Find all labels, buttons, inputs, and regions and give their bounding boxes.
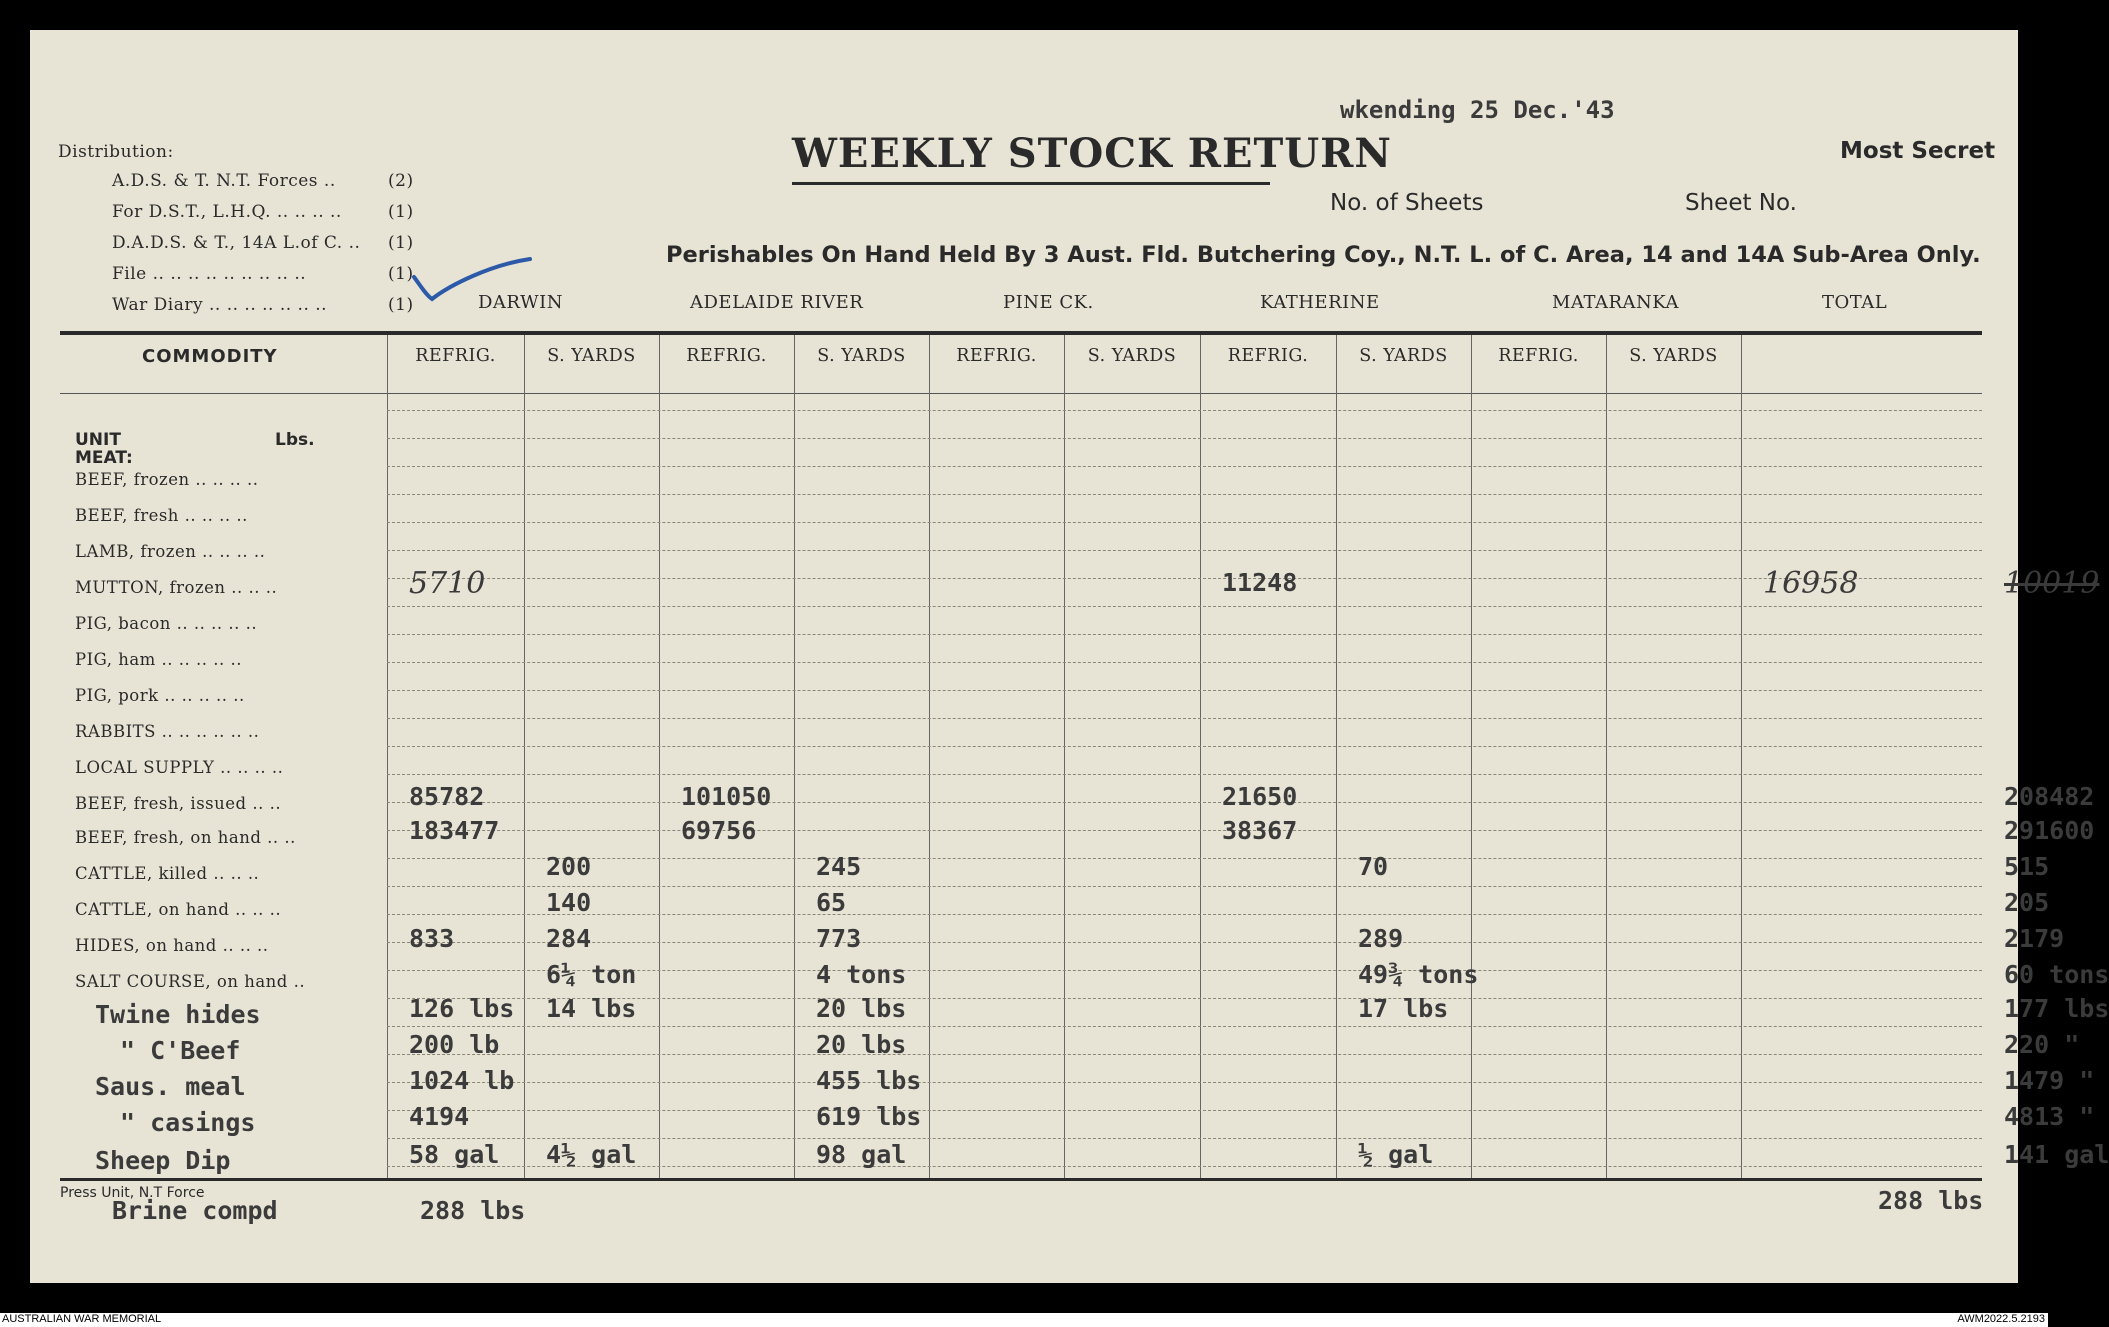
- table-cell: 200 lb: [409, 1030, 500, 1059]
- row-label: Saus. meal: [95, 1072, 246, 1101]
- subtitle: Perishables On Hand Held By 3 Aust. Fld. Butchering Coy., N.T. L. of C. Area, 14 and 14A Sub-Area Only.: [666, 242, 1981, 268]
- column-header: REFRIG.: [686, 346, 767, 366]
- table-cell: 141 gal: [2004, 1140, 2109, 1169]
- table-cell: 20 lbs: [816, 994, 907, 1023]
- table-cell: 289: [1358, 924, 1404, 953]
- table-cell: 65: [816, 888, 847, 917]
- table-cell: 773: [816, 924, 862, 953]
- distribution-item-count: (2): [388, 171, 414, 191]
- sheet-no-label: Sheet No.: [1685, 190, 1797, 216]
- table-cell: 220 ": [2004, 1030, 2080, 1059]
- unit-label: UNIT: [75, 430, 121, 450]
- row-label: MUTTON, frozen .. .. ..: [75, 578, 278, 597]
- archive-credit: AUSTRALIAN WAR MEMORIAL: [2, 1313, 162, 1325]
- table-cell: 14 lbs: [546, 994, 637, 1023]
- table-cell: 60 tons: [2004, 960, 2109, 989]
- table-cell: 101050: [681, 782, 772, 811]
- ruled-line: [387, 494, 1982, 496]
- location-name: DARWIN: [478, 292, 563, 313]
- column-divider: [1336, 335, 1337, 1178]
- table-bottom-rule: [60, 1178, 1982, 1181]
- ruled-line: [387, 606, 1982, 608]
- table-cell: 20 lbs: [816, 1030, 907, 1059]
- ruled-line: [387, 1054, 1982, 1056]
- row-label: CATTLE, killed .. .. ..: [75, 864, 260, 883]
- ruled-line: [387, 802, 1982, 804]
- distribution-label: Distribution:: [58, 142, 174, 162]
- table-top-rule: [60, 331, 1982, 335]
- column-divider: [1741, 335, 1742, 1178]
- ruled-line: [387, 466, 1982, 468]
- table-cell: 200: [546, 852, 592, 881]
- footer-note: Press Unit, N.T Force: [60, 1185, 205, 1201]
- ruled-line: [387, 634, 1982, 636]
- row-label: PIG, ham .. .. .. .. ..: [75, 650, 242, 669]
- row-label: Sheep Dip: [95, 1146, 231, 1175]
- ruled-line: [387, 718, 1982, 720]
- table-cell: 2179: [2004, 924, 2065, 953]
- table-cell: 208482: [2004, 782, 2095, 811]
- ruled-line: [387, 858, 1982, 860]
- distribution-item-name: War Diary .. .. .. .. .. .. ..: [112, 295, 328, 315]
- column-header: REFRIG.: [1227, 346, 1309, 366]
- table-cell: 126 lbs: [409, 994, 515, 1023]
- location-name: TOTAL: [1822, 292, 1888, 313]
- column-divider: [524, 335, 525, 1178]
- table-cell: 11248: [1222, 568, 1298, 597]
- commodity-header: COMMODITY: [142, 346, 278, 367]
- table-cell: 4194: [409, 1102, 470, 1131]
- ruled-line: [387, 1026, 1982, 1028]
- table-cell: ½ gal: [1358, 1140, 1434, 1169]
- table-cell: 140: [546, 888, 592, 917]
- distribution-item-count: (1): [388, 233, 414, 253]
- column-divider: [659, 335, 660, 1178]
- table-cell: 70: [1358, 852, 1389, 881]
- table-cell: 98 gal: [816, 1140, 907, 1169]
- ruled-line: [387, 914, 1982, 916]
- ruled-line: [387, 886, 1982, 888]
- ruled-line: [387, 746, 1982, 748]
- distribution-item-name: File .. .. .. .. .. .. .. .. ..: [112, 264, 307, 284]
- footer-row-label: Brine compd: [112, 1196, 278, 1225]
- column-divider: [794, 335, 795, 1178]
- table-cell: 177 lbs: [2004, 994, 2109, 1023]
- distribution-item-count: (1): [388, 202, 414, 222]
- archive-id: AWM2022.5.2193: [1957, 1313, 2045, 1325]
- row-label: BEEF, fresh .. .. .. ..: [75, 506, 248, 525]
- no-of-sheets-label: No. of Sheets: [1330, 190, 1484, 216]
- row-label: HIDES, on hand .. .. ..: [75, 936, 269, 955]
- distribution-item-name: For D.S.T., L.H.Q. .. .. .. ..: [112, 202, 342, 222]
- row-label: PIG, bacon .. .. .. .. ..: [75, 614, 258, 633]
- ruled-line: [387, 578, 1982, 580]
- table-cell: 4½ gal: [546, 1140, 637, 1169]
- column-header: S. YARDS: [817, 346, 906, 366]
- table-cell: 21650: [1222, 782, 1298, 811]
- ruled-line: [387, 410, 1982, 412]
- distribution-item-count: (1): [388, 264, 414, 284]
- table-cell: 4 tons: [816, 960, 907, 989]
- row-label: RABBITS .. .. .. .. .. ..: [75, 722, 260, 741]
- table-cell: 291600: [2004, 816, 2095, 845]
- column-header: REFRIG.: [1498, 346, 1579, 366]
- table-cell: 619 lbs: [816, 1102, 922, 1131]
- table-cell: 205: [2004, 888, 2050, 917]
- ruled-line: [387, 690, 1982, 692]
- distribution-item-count: (1): [388, 295, 414, 315]
- table-cell: 10019: [2004, 566, 2100, 601]
- week-ending: wkending 25 Dec.'43: [1340, 96, 1615, 124]
- row-label: LAMB, frozen .. .. .. ..: [75, 542, 266, 561]
- table-cell: 69756: [681, 816, 757, 845]
- row-label: LOCAL SUPPLY .. .. .. ..: [75, 758, 284, 777]
- security-marking: Most Secret: [1840, 138, 1996, 164]
- ruled-line: [387, 550, 1982, 552]
- column-header: S. YARDS: [1359, 346, 1448, 366]
- row-label: CATTLE, on hand .. .. ..: [75, 900, 282, 919]
- table-cell: 284: [546, 924, 592, 953]
- table-cell: 515: [2004, 852, 2050, 881]
- title-underline: [792, 182, 1270, 185]
- column-header: S. YARDS: [1087, 346, 1177, 366]
- page-title: WEEKLY STOCK RETURN: [792, 130, 1392, 177]
- distribution-item-name: A.D.S. & T. N.T. Forces ..: [112, 171, 336, 191]
- row-label: SALT COURSE, on hand ..: [75, 972, 306, 991]
- row-label: BEEF, fresh, on hand .. ..: [75, 828, 296, 847]
- footer-row-total: 288 lbs: [1878, 1186, 1984, 1215]
- location-name: PINE CK.: [1003, 292, 1094, 313]
- column-divider: [387, 335, 388, 1178]
- column-divider: [1200, 335, 1201, 1178]
- column-divider: [1064, 335, 1065, 1178]
- table-cell: 17 lbs: [1358, 994, 1449, 1023]
- table-cell: 455 lbs: [816, 1066, 922, 1095]
- column-divider: [1471, 335, 1472, 1178]
- ruled-line: [387, 942, 1982, 944]
- table-cell: 4813 ": [2004, 1102, 2095, 1131]
- row-label: " C'Beef: [120, 1036, 241, 1065]
- table-cell: 5710: [409, 566, 486, 601]
- row-label: PIG, pork .. .. .. .. ..: [75, 686, 245, 705]
- ruled-line: [387, 438, 1982, 440]
- table-cell: 245: [816, 852, 862, 881]
- column-header: REFRIG.: [415, 346, 496, 366]
- table-cell: 833: [409, 924, 455, 953]
- table-cell: 1479 ": [2004, 1066, 2095, 1095]
- table-cell: 1024 lb: [409, 1066, 515, 1095]
- column-header: REFRIG.: [956, 346, 1037, 366]
- lbs-label: Lbs.: [275, 430, 315, 450]
- row-label: Twine hides: [95, 1000, 261, 1029]
- table-cell: 6¼ ton: [546, 960, 637, 989]
- column-divider: [1606, 335, 1607, 1178]
- archive-footer: [0, 1313, 2048, 1327]
- table-cell: 85782: [409, 782, 485, 811]
- ruled-line: [387, 1110, 1982, 1112]
- footer-row-darwin: 288 lbs: [420, 1196, 526, 1225]
- row-label: BEEF, frozen .. .. .. ..: [75, 470, 259, 489]
- table-cell: 58 gal: [409, 1140, 500, 1169]
- distribution-item-name: D.A.D.S. & T., 14A L.of C. ..: [112, 233, 361, 253]
- stock-return-sheet: [30, 30, 2109, 1283]
- ruled-line: [387, 522, 1982, 524]
- ruled-line: [387, 774, 1982, 776]
- header-bottom-rule: [60, 393, 1982, 394]
- ruled-line: [387, 662, 1982, 664]
- column-divider: [929, 335, 930, 1178]
- ruled-line: [387, 1082, 1982, 1084]
- meat-label: MEAT:: [75, 448, 133, 468]
- location-name: KATHERINE: [1260, 292, 1380, 313]
- location-name: MATARANKA: [1552, 292, 1679, 313]
- column-header: S. YARDS: [547, 346, 636, 366]
- table-cell: 183477: [409, 816, 500, 845]
- column-header: S. YARDS: [1629, 346, 1718, 366]
- table-cell: 49¾ tons: [1358, 960, 1479, 989]
- location-name: ADELAIDE RIVER: [690, 292, 864, 313]
- row-label: " casings: [120, 1108, 256, 1137]
- table-cell: 16958: [1763, 566, 1859, 601]
- table-cell: 38367: [1222, 816, 1298, 845]
- row-label: BEEF, fresh, issued .. ..: [75, 794, 282, 813]
- ruled-line: [387, 830, 1982, 832]
